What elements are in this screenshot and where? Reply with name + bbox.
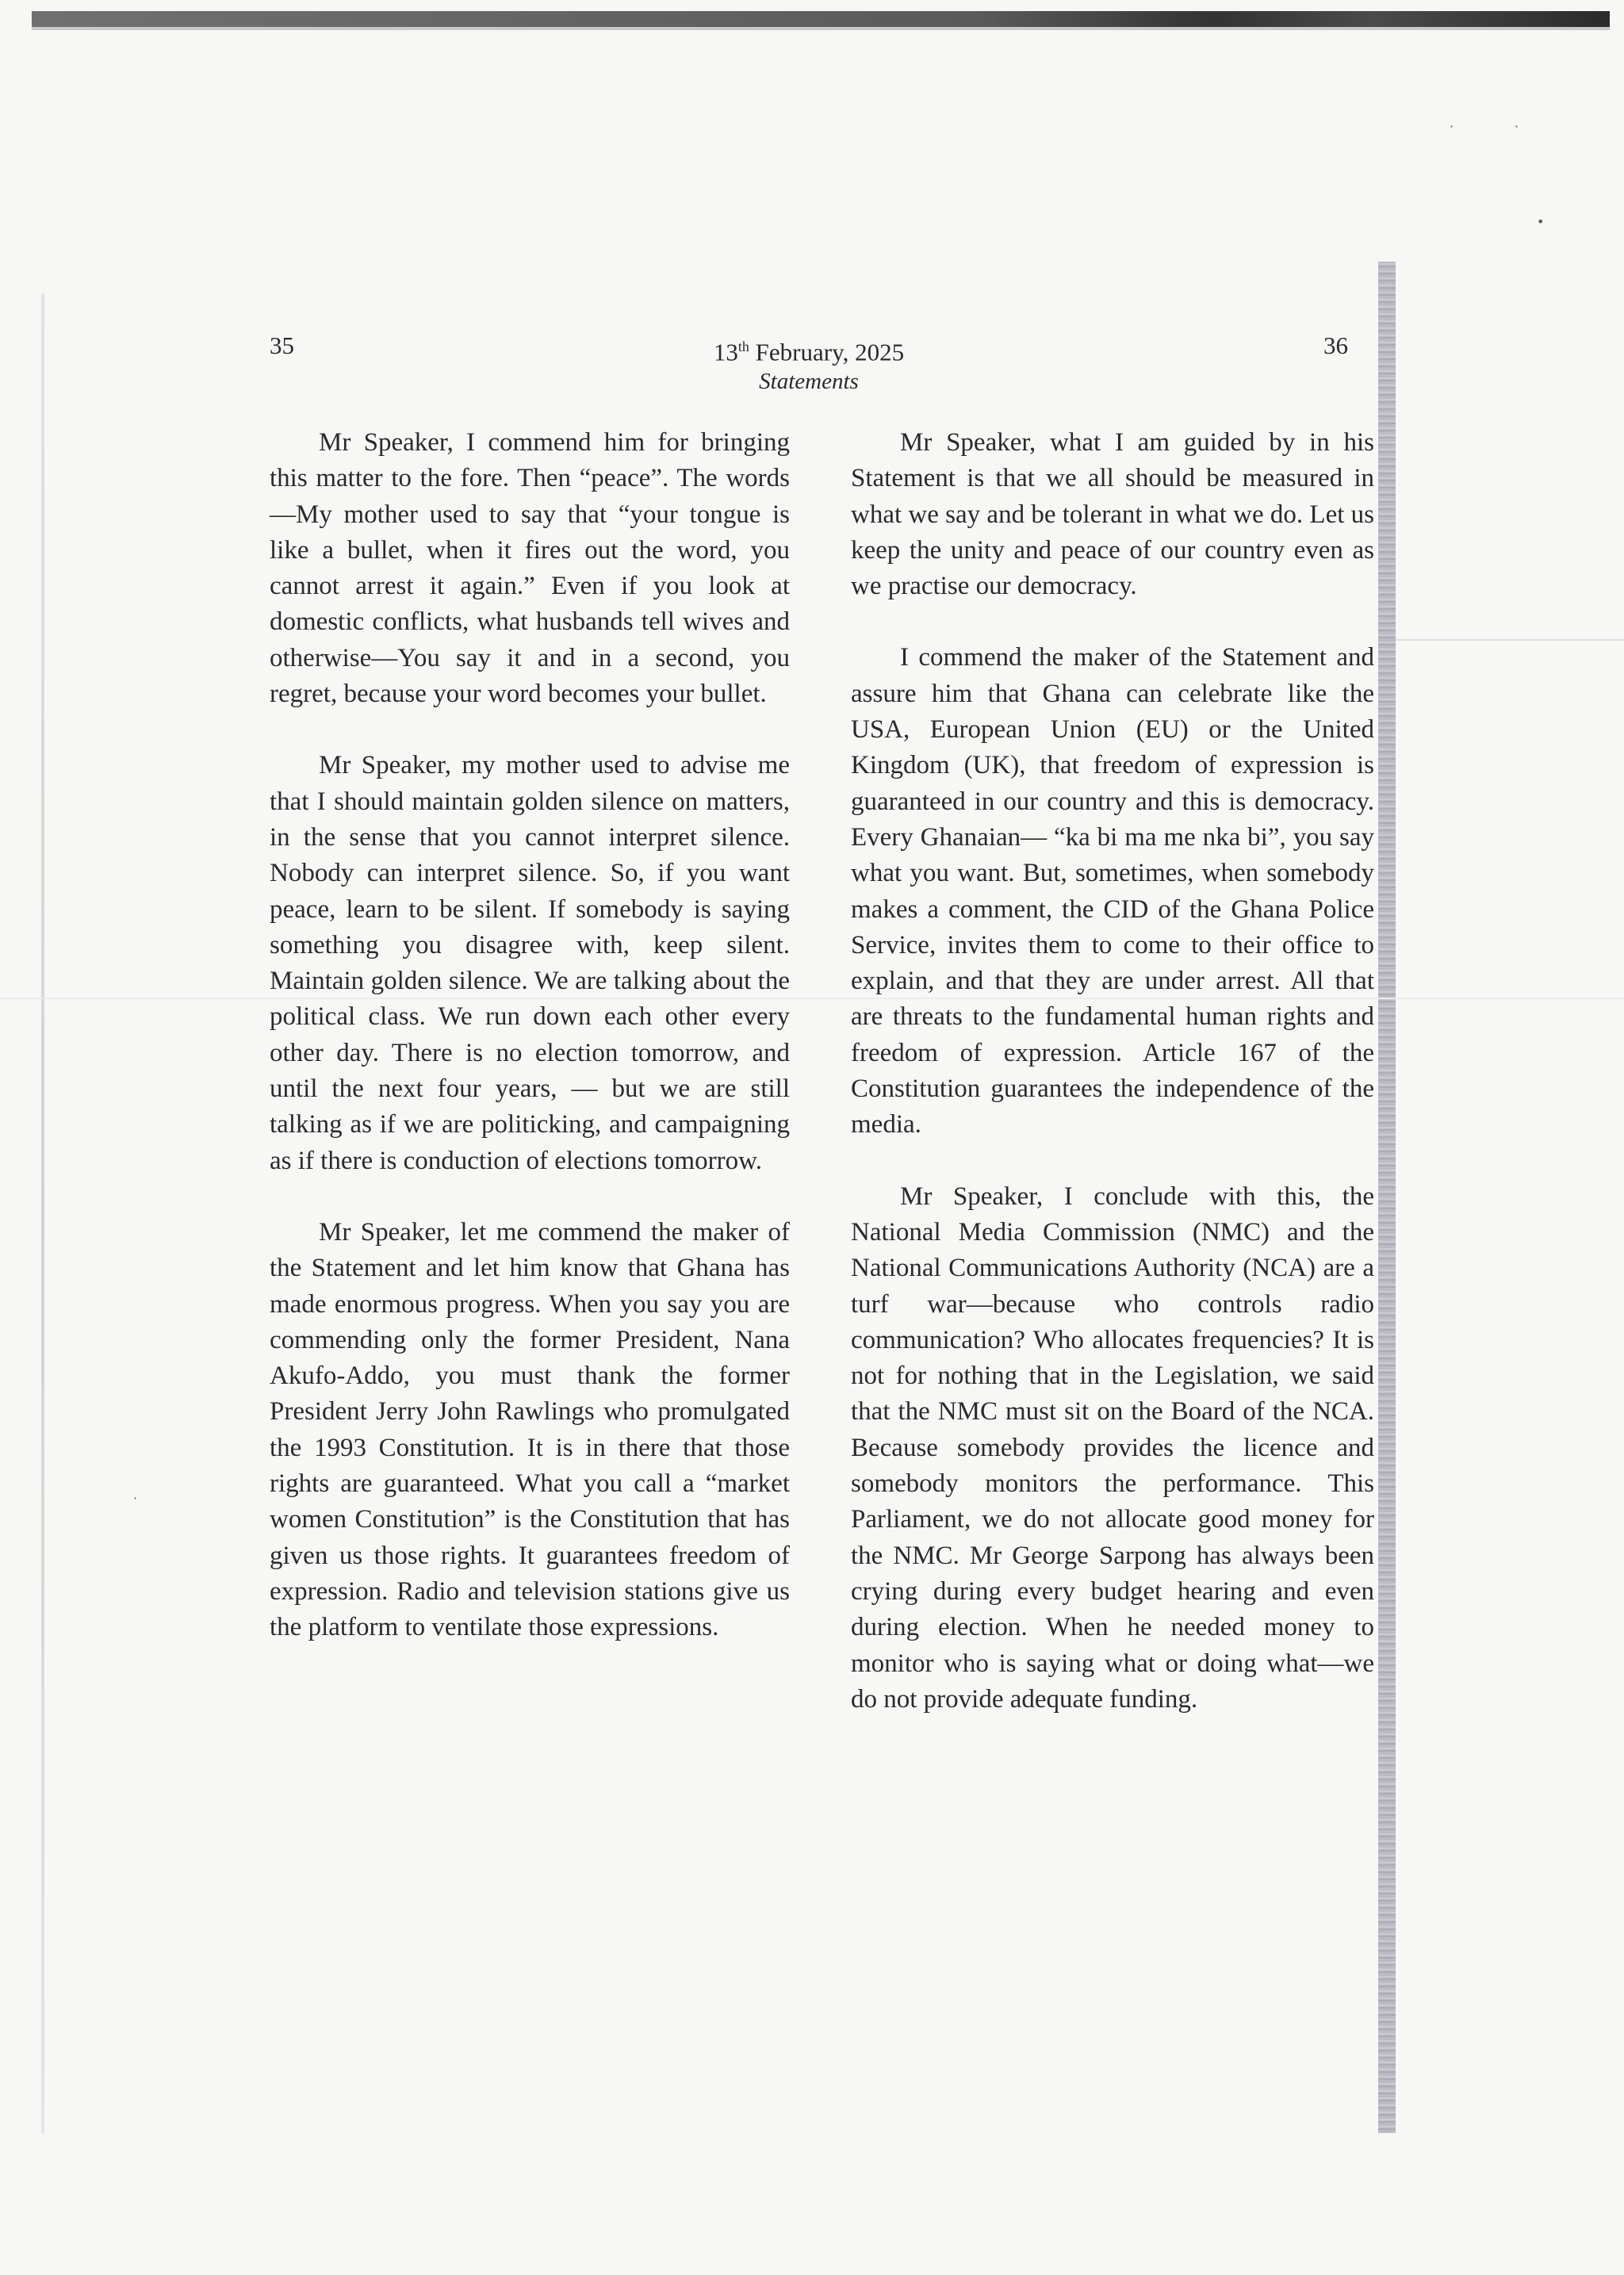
paragraph: Mr Speaker, what I am guided by in his Statement is that we all should be measured in what we say and be tolerant in what we do. Let us keep the unity and peace of our country even as we practise our democracy. [851,428,1374,601]
right-column [851,425,1374,1753]
date-suffix: th [737,339,749,354]
page-number-right: 36 [1323,331,1348,359]
paragraph: I commend the maker of the Statement and assure him that Ghana can celebrate like the USA, European Union (EU) or the United Kingdom (UK), that freedom of expression is guaranteed in our country and this is democracy. Every Ghanaian— “ka bi ma me nka bi”, you say what you want. But, sometimes, when somebody makes a comment, the CID of the Ghana Police Service, invites them to come to their office to explain, and that they are under arrest. All that are threats to the fundamental human rights and freedom of expression. Article 167 of the Constitution guarantees the independence of the media. [851,643,1374,1139]
scan-speck: · [133,1491,138,1506]
date-month-year: February, 2025 [749,338,905,366]
scanner-edge-bar [32,11,1610,27]
left-margin-shadow [41,293,44,2133]
paragraph: Mr Speaker, let me commend the maker of the Statement and let him know that Ghana has made enormous progress. When you say you are commending only the former President, Nana Akufo-Addo, you must thank the former President Jerry John Rawlings who promulgated the 1993 Constitution. It is in there that those rights are guaranteed. What you call a “market women Constitution” is the Constitution that has given us those rights. It guarantees freedom of expression. Radio and television stations give us the platform to ventilate those expressions. [270,1217,790,1642]
paragraph: Mr Speaker, I commend him for bringing this matter to the fore. Then “peace”. The words—My mother used to say that “your tongue is like a bullet, when it fires out the word, you cannot arrest it again.” Even if you look at domestic conflicts, what husbands tell wives and otherwise—You say it and in a second, you regret, because your word becomes your bullet. [270,428,790,709]
paragraph: Mr Speaker, I conclude with this, the National Media Commission (NMC) and the National Communications Authority (NCA) are a turf war—because who controls radio communication? Who allocates frequencies? It is not for nothing that in the Legislation, we said that the NMC must sit on the Board of the NCA. Because somebody provides the licence and somebody monitors the performance. This Parliament, we do not allocate good money for the NMC. Mr George Sarpong has always been crying during every budget hearing and even during election. When he needed money to monitor who is saying what or doing what—we do not provide adequate funding. [851,1182,1374,1714]
scan-speck: · [1450,119,1454,134]
scan-speck: · [1515,119,1519,134]
fold-crease-right [1396,639,1624,641]
header-center [270,331,1348,396]
date-day: 13 [713,338,738,366]
fold-crease-middle [0,998,1624,999]
binding-edge-shadow [1378,262,1396,2133]
scanner-edge-shadow [32,27,1610,30]
page-number-left: 35 [270,331,294,359]
paragraph: Mr Speaker, my mother used to advise me that I should maintain golden silence on matters, in the sense that you cannot interpret silence. Nobody can interpret silence. So, if you want peace, learn to be silent. If somebody is saying something you disagree with, keep silent. Maintain golden silence. We are talking about the political class. We run down each other every other day. There is no election tomorrow, and until the next four years, — but we are still talking as if we are politicking, and campaigning as if there is conduction of elections tomorrow. [270,751,790,1175]
sitting-date [270,331,1348,367]
left-column [270,425,790,1682]
section-title: Statements [759,369,859,395]
scan-speck: • [1537,214,1545,229]
page-header [270,331,1348,403]
